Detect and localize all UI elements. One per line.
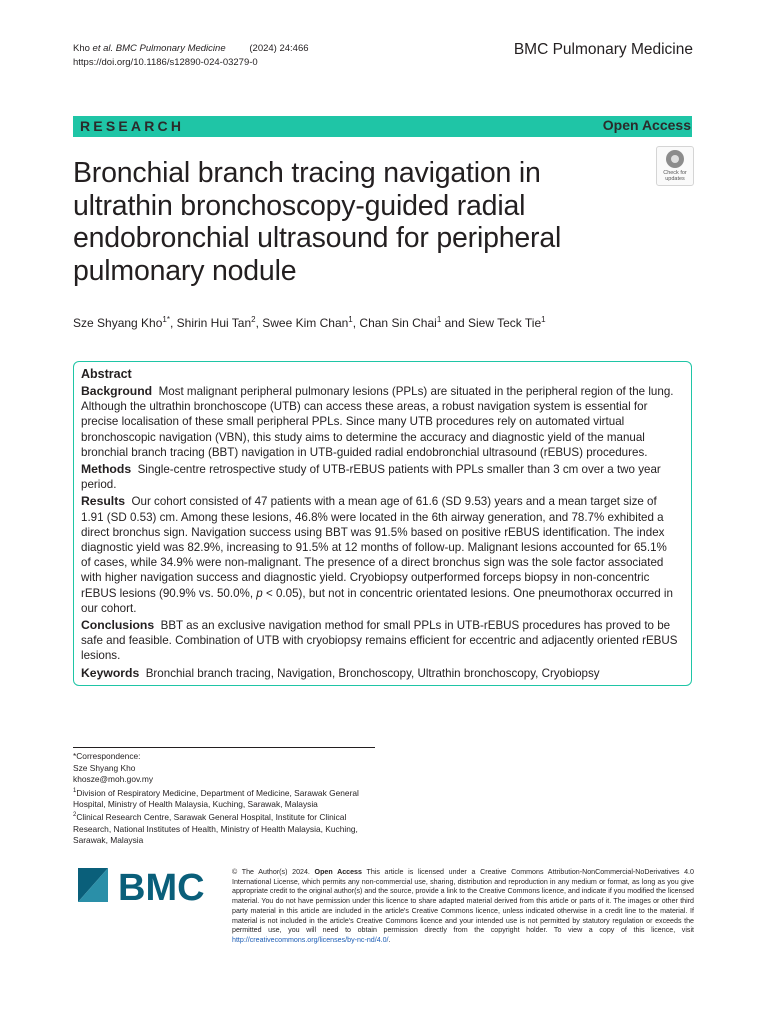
- correspondence: [73, 751, 383, 847]
- author-list: Sze Shyang Kho$^{1*}$, Shirin Hui Tan$^2$, Swee Kim Chan$^1$, Chan Sin Chai$^1$ and Siew Teck Tie$^1$: [73, 315, 546, 330]
- conclusions-label: Conclusions: [81, 618, 155, 633]
- check-for-updates-button[interactable]: [656, 146, 694, 186]
- correspondence-name: Sze Shyang Kho: [73, 762, 136, 773]
- check-updates-icon: [666, 150, 684, 168]
- section-label: RESEARCH: [80, 118, 185, 134]
- author[interactable]: Shirin Hui Tan$^2$: [176, 315, 256, 330]
- affiliation-2: $^2$Clinical Research Centre, Sarawak General Hospital, Institute for Clinical Research, National Institutes of Health, Ministry of Health Malaysia, Kuching, Sarawak, Malaysia: [73, 812, 358, 846]
- bmc-logo-text: BMC: [118, 867, 205, 906]
- p-value-symbol: p: [256, 586, 263, 600]
- background-text: Most malignant peripheral pulmonary lesions (PPLs) are situated in the peripheral region of the lung. Although the ultrathin bronchoscope (UTB) can access these areas, a robust navigation system is essential for precise localisation of these small peripheral PPLs. Since many UTB procedures rely on automated virtual bronchoscopic navigation (VBN), this study aims to determine the accuracy and diagnostic yield of the manual bronchial branch tracing (BBT) navigation in UTB-guided radial endobronchial ultrasound (rEBUS) procedures.: [81, 385, 674, 459]
- author[interactable]: Siew Teck Tie$^1$: [467, 315, 546, 330]
- results-text: Our cohort consisted of 47 patients with a mean age of 61.6 (SD 9.53) years and a mean target size of 1.91 (SD 0.53) cm. Among these lesions, 46.8% were located in the 6th airway generation, and 78.7% exhibited a direct bronchus sign. Navigation success using BBT was 91.5% based on positive rEBUS identification. The index diagnostic yield was 82.9%, increasing to 91.5% at 12 months of follow-up. Malignant lesions accounted for 65.1% of cases, while 34.9% were non-malignant. The presence of a direct bronchus sign was the sole factor associated with higher navigation success and diagnostic yield. Cryobiopsy outperformed forceps biopsy in non-concentric rEBUS lesions (90.9% vs. 50.0%,: [81, 495, 667, 600]
- methods-text: Single-centre retrospective study of UTB-rEBUS patients with PPLs smaller than 3 cm over a two year period.: [81, 463, 661, 492]
- doi-link[interactable]: https://doi.org/10.1186/s12890-024-03279-0: [73, 57, 258, 68]
- author[interactable]: Swee Kim Chan$^1$: [262, 315, 353, 330]
- abstract-heading: Abstract: [81, 367, 132, 381]
- correspondence-label: *Correspondence:: [73, 751, 141, 761]
- results-text-end: < 0.05), but not in concentric orientated lesions. One pneumothorax occurred in our cohort.: [81, 586, 673, 615]
- footnote-divider: [73, 747, 375, 748]
- copyright: © The Author(s) 2024.: [232, 868, 315, 876]
- background-label: Background: [81, 384, 153, 398]
- abstract-background: [81, 384, 679, 460]
- author[interactable]: Sze Shyang Kho$^{1*}$: [73, 315, 170, 330]
- keywords-text: Bronchial branch tracing, Navigation, Bronchoscopy, Ultrathin bronchoscopy, Cryobiopsy: [145, 666, 600, 680]
- conclusions-text: BBT as an exclusive navigation method for small PPLs in UTB-rEBUS procedures has proved to be safe and feasible. Combination of UTB with cryobiopsy remains efficient for eccentric and adjacently oriented rEBUS lesions.: [81, 619, 678, 663]
- keywords-label: Keywords: [81, 665, 140, 680]
- citation-year: (2024) 24:466: [249, 43, 309, 54]
- results-label: Results: [81, 494, 126, 509]
- bmc-logo: [78, 866, 218, 906]
- citation-author: Kho: [73, 43, 93, 54]
- methods-label: Methods: [81, 462, 132, 477]
- journal-name: BMC Pulmonary Medicine: [513, 41, 693, 58]
- check-updates-line1: Check for: [663, 170, 687, 176]
- check-updates-caption: [657, 170, 693, 182]
- bmc-logo-mark: [78, 866, 218, 906]
- license-link[interactable]: http://creativecommons.org/licenses/by-nc-nd/4.0/: [232, 935, 389, 944]
- license-oa-label: Open Access: [314, 868, 362, 876]
- abstract: [81, 366, 679, 683]
- citation-line: [73, 42, 309, 56]
- citation-header: [73, 42, 309, 70]
- affiliation-1: $^1$Division of Respiratory Medicine, Department of Medicine, Sarawak General Hospital, Ministry of Health Malaysia, Kuching, Sarawak, Malaysia: [73, 787, 359, 809]
- author[interactable]: Chan Sin Chai$^1$: [359, 315, 442, 330]
- citation-journal: et al. BMC Pulmonary Medicine: [92, 43, 226, 54]
- abstract-results: [81, 494, 679, 616]
- abstract-methods: [81, 462, 679, 492]
- abstract-conclusions: [81, 618, 679, 664]
- open-access-label: Open Access: [602, 117, 691, 133]
- license-body: This article is licensed under a Creative Commons Attribution-NonCommercial-NoDerivatives 4.0 International License, which permits any non-commercial use, sharing, distribution and reproduction in any medium or format, as long as you give appropriate credit to the original author(s) and the source, provide a link to the Creative Commons licence, and indicate if you modified the licensed material. You do not have permission under this licence to share adapted material derived from this article or parts of it. The images or other third party material in this article are included in the article's Creative Commons licence, unless indicated otherwise in a credit line to the material. If material is not included in the article's Creative Commons licence and your intended use is not permitted by statutory regulation or exceeds the permitted use, you will need to obtain permission directly from the copyright holder. To view a copy of this licence, visit: [232, 868, 694, 935]
- license-end: .: [388, 935, 391, 944]
- license-text: [232, 868, 694, 946]
- correspondence-email[interactable]: khosze@moh.gov.my: [73, 774, 154, 784]
- abstract-keywords: [81, 666, 679, 681]
- article-title: Bronchial branch tracing navigation in ultrathin bronchoscopy-guided radial endobronchial ultrasound for peripheral pulmonary nodule: [73, 157, 562, 287]
- check-updates-line2: updates: [665, 176, 685, 182]
